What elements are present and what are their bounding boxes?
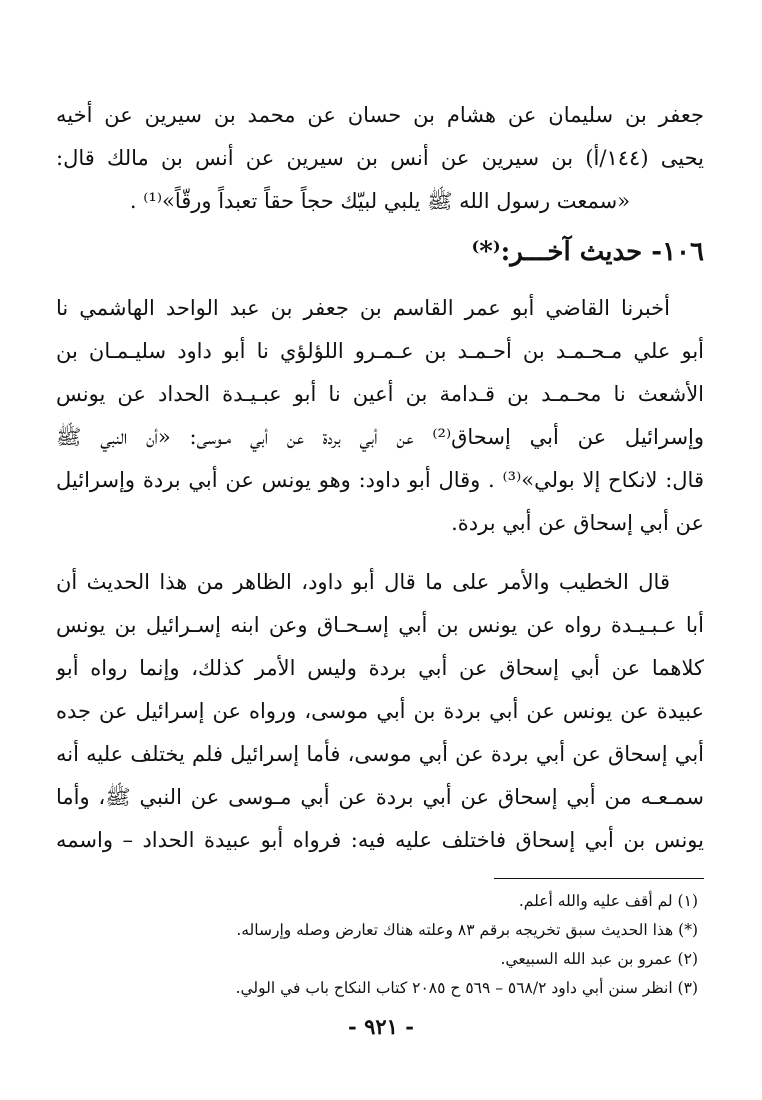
paragraph-line: قال: لانكاح إلا بولي»⁽³⁾ . وقال أبو داود: وهو يونس عن أبي بردة وإسرائيل [56,468,704,492]
intro-line: جعفر بن سليمان عن هشام بن حسان عن محمد بن سيرين عن أخيه [56,103,704,127]
paragraph-line: عبيدة عن يونس عن أبي بردة بن أبي موسى، ورواه عن إسرائيل عن جده [56,699,704,723]
paragraph-commentary [56,561,704,862]
footnote: (*) هذا الحديث سبق تخريجه برقم ٨٣ وعلته هناك تعارض وصله وإرساله. [236,921,698,939]
paragraph-line: كلاهما عن أبي إسحاق عن أبي بردة وليس الأمر كذلك، وإنما رواه أبو [56,656,704,680]
paragraph-line: عن أبي إسحاق عن أبي بردة. [451,511,704,535]
footnote: (٢) عمرو بن عبد الله السبيعي. [500,950,698,968]
paragraph-line: أبا عـبـيـدة رواه عن يونس بن أبي إسـحـاق وعن ابنه إسـرائيل بن يونس [56,613,704,637]
paragraph-line: أخبرنا القاضي أبو عمر القاسم بن جعفر بن عبد الواحد الهاشمي نا [56,296,670,320]
section-heading: ١٠٦- حديث آخـــر:⁽*⁾ [471,237,704,267]
paragraph-line: الأشعث نا محـمـد بن قـدامة بن أعين نا أبو عبـيـدة الحداد عن يونس [56,382,704,406]
paragraph-line: أبو علي مـحـمـد بن أحـمـد بن عـمـرو اللؤلؤي نا أبو داود سليـمـان بن [56,339,704,363]
paragraph-line: سمـعـه من أبي إسحاق عن أبي بردة عن أبي مـوسى عن النبي ﷺ، وأما [56,785,704,809]
intro-line: يحيى (١٤٤/أ) بن سيرين عن أنس بن سيرين عن أنس بن مالك قال: [56,146,704,170]
paragraph-line: أبي إسحاق عن أبي بردة عن أبي موسى، فأما إسرائيل فلم يختلف عليه أنه [56,742,704,766]
footnotes [56,887,704,1003]
page-number: - ٩٢١ - [348,1014,414,1039]
footnote: (٣) انظر سنن أبي داود ٥٦٨/٢ – ٥٦٩ ح ٢٠٨٥ كتاب النكاح باب في الولي. [235,979,698,997]
paragraph-line: قال الخطيب والأمر على ما قال أبو داود، الظاهر من هذا الحديث أن [56,570,670,594]
paragraph-line: يونس بن أبي إسحاق فاختلف عليه فيه: فرواه أبو عبيدة الحداد – واسمه [56,828,704,852]
footnote: (١) لم أقف عليه والله أعلم. [518,892,698,910]
hadith-quote: «سمعت رسول الله ﷺ يلبي لبيّك حجاً حقاً تعبداً ورقّاً»⁽¹⁾ . [129,189,631,213]
footnote-separator [494,878,704,879]
paragraph-isnad [56,287,704,545]
paragraph-line: وإسرائيل عن أبي إسحاق⁽²⁾ عن أبي بردة عن أبي مـوسى: «أن النبي ﷺ [56,425,704,449]
